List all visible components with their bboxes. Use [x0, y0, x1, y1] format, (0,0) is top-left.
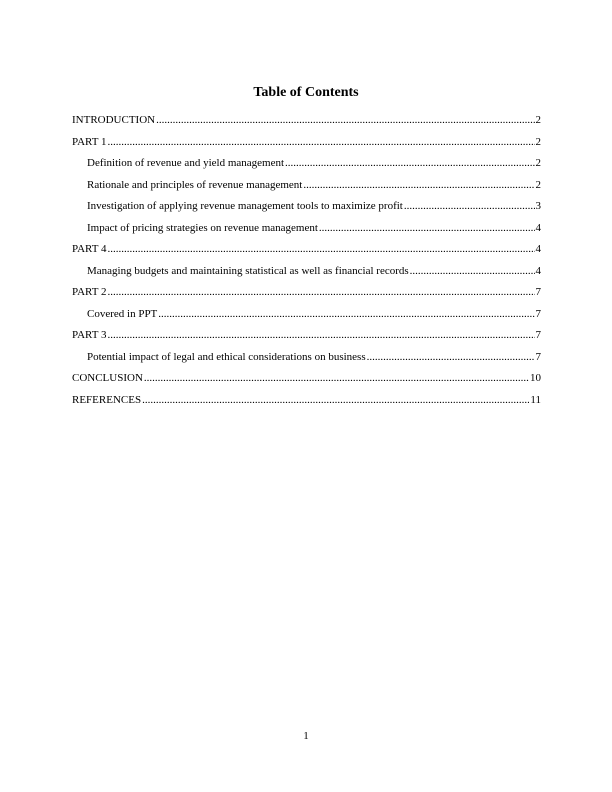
toc-entry-label: PART 1 [72, 135, 107, 148]
toc-leader-dots [319, 221, 535, 235]
toc-entry-label: Definition of revenue and yield management [87, 157, 285, 169]
toc-entry-page: 4 [535, 243, 541, 255]
toc-entry-introduction[interactable] [72, 113, 541, 135]
toc-leader-dots [108, 328, 535, 342]
toc-leader-dots [108, 242, 535, 256]
toc-entry-investigation[interactable] [72, 199, 541, 221]
toc-leader-dots [367, 350, 535, 364]
toc-entry-label: Rationale and principles of revenue management [87, 178, 303, 191]
toc-entry-pricing-impact[interactable] [72, 221, 541, 243]
toc-leader-dots [156, 113, 534, 127]
toc-entry-page: 7 [535, 350, 541, 363]
toc-leader-dots [108, 285, 535, 299]
toc-entry-label: PART 4 [72, 243, 107, 255]
toc-leader-dots [303, 178, 534, 192]
toc-leader-dots [285, 156, 534, 170]
toc-entry-references[interactable] [72, 393, 541, 415]
toc-leader-dots [404, 199, 535, 213]
toc-entry-label: PART 3 [72, 329, 107, 341]
toc-entry-page: 3 [535, 200, 541, 212]
toc-entry-page: 4 [535, 264, 541, 277]
toc-entry-label: INTRODUCTION [72, 114, 156, 126]
toc-title: Table of Contents [253, 85, 359, 100]
toc-entry-label: Potential impact of legal and ethical considerations on business [87, 350, 366, 363]
toc-entry-page: 7 [535, 329, 541, 341]
toc-entry-part-1[interactable] [72, 135, 541, 157]
toc-entry-page: 10 [530, 372, 541, 384]
toc-entry-part-2[interactable] [72, 285, 541, 307]
toc-leader-dots [108, 135, 535, 149]
toc-entry-rationale[interactable] [72, 178, 541, 200]
toc-entry-page: 7 [535, 286, 541, 298]
toc-entry-page: 2 [535, 178, 541, 191]
page-number: 1 [303, 730, 309, 742]
toc-entry-page: 4 [535, 221, 541, 234]
toc-entry-page: 2 [535, 114, 541, 126]
toc-entry-label: CONCLUSION [72, 372, 143, 384]
toc-leader-dots [158, 307, 534, 321]
toc-entry-page: 11 [530, 393, 541, 406]
toc-entry-legal-ethical[interactable] [72, 350, 541, 372]
table-of-contents [72, 113, 541, 414]
toc-entry-covered-in-ppt[interactable] [72, 307, 541, 329]
toc-leader-dots [144, 371, 529, 385]
toc-entry-definition[interactable] [72, 156, 541, 178]
toc-entry-part-3[interactable] [72, 328, 541, 350]
toc-entry-part-4[interactable] [72, 242, 541, 264]
toc-leader-dots [410, 264, 535, 278]
toc-entry-page: 7 [535, 307, 541, 320]
toc-entry-managing-budgets[interactable] [72, 264, 541, 286]
toc-entry-label: Investigation of applying revenue management tools to maximize profit [87, 200, 403, 212]
toc-leader-dots [142, 393, 529, 407]
toc-entry-label: Managing budgets and maintaining statistical as well as financial records [87, 264, 409, 277]
toc-entry-page: 2 [535, 135, 541, 148]
toc-entry-label: REFERENCES [72, 393, 142, 406]
toc-entry-page: 2 [535, 157, 541, 169]
toc-entry-label: PART 2 [72, 286, 107, 298]
toc-entry-conclusion[interactable] [72, 371, 541, 393]
toc-entry-label: Impact of pricing strategies on revenue management [87, 221, 318, 234]
toc-entry-label: Covered in PPT [87, 307, 158, 320]
